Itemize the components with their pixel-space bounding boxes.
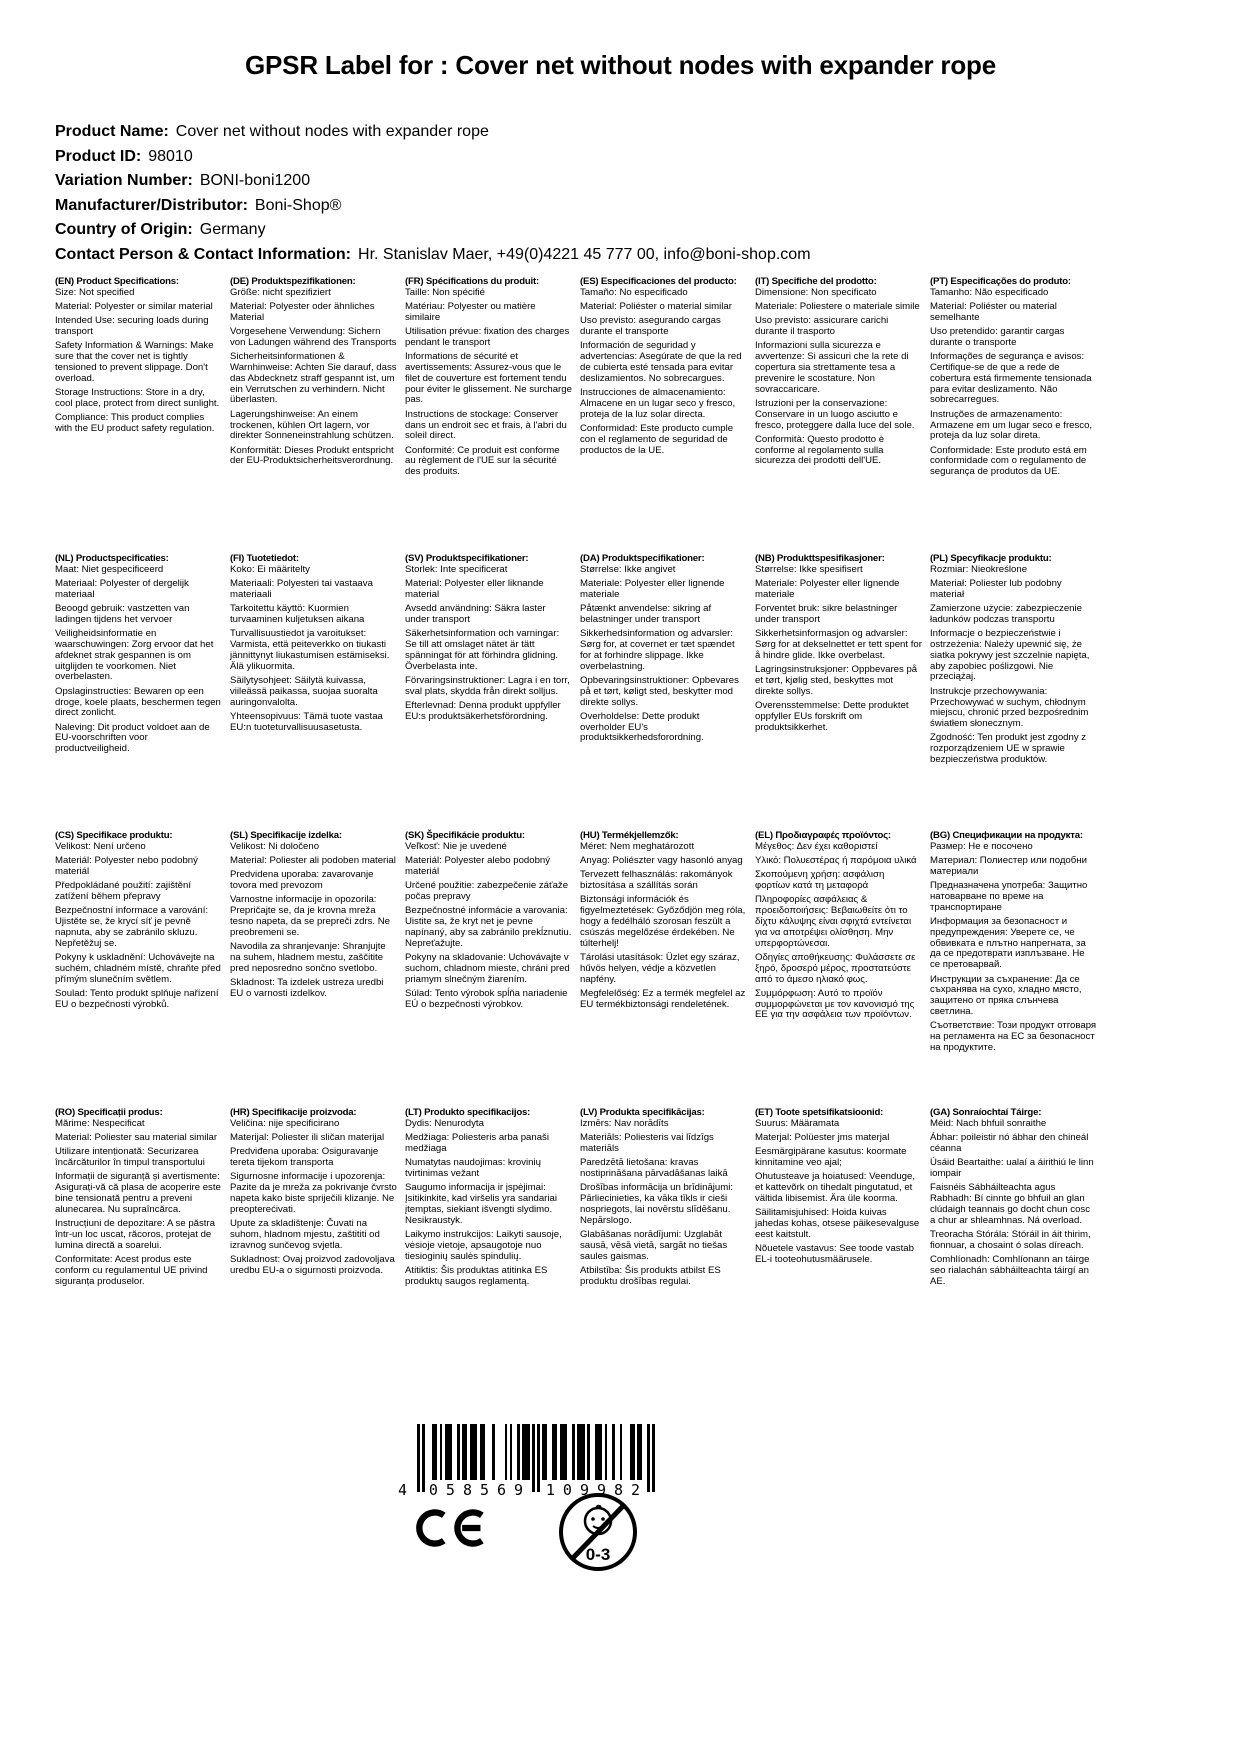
- spec-paragraph: Materiał: Poliester lub podobny materiał: [930, 578, 1062, 600]
- info-field-value: BONI-boni1200: [199, 172, 311, 189]
- spec-paragraph: Konformität: Dieses Produkt entspricht der EU-Produktsicherheitsverordnung.: [230, 444, 394, 467]
- spec-paragraph: Informations de sécurité et avertissements: Assurez-vous que le filet de couverture est fortement tendu pour éviter le glissement. Ne surcharge pas.: [405, 351, 572, 406]
- spec-block-heading: (ET) Toote spetsifikatsioonid:: [755, 1107, 884, 1118]
- spec-paragraph: Megfelelőség: Ez a termék megfelel az EU termékbiztonsági rendeletének.: [580, 987, 746, 1010]
- spec-paragraph: Istruzioni per la conservazione: Conservare in un luogo asciutto e fresco, proteggere dalla luce del sole.: [755, 397, 915, 431]
- spec-paragraph: Materijal: Poliester ili sličan materijal: [230, 1132, 385, 1144]
- spec-grid: [55, 277, 1105, 1385]
- spec-paragraph: Υλικό: Πολυεστέρας ή παρόμοια υλικά: [755, 855, 917, 867]
- spec-paragraph: Instructions de stockage: Conserver dans un endroit sec et frais, à l'abri du soleil direct.: [405, 408, 567, 442]
- spec-paragraph: Размер: Не е посочено: [930, 840, 1033, 852]
- spec-block-heading: (FI) Tuotetiedot:: [230, 553, 299, 564]
- spec-paragraph: Navodila za shranjevanje: Shranjujte na suhem, hladnem mestu, zaščitite pred neposredno sončno svetlobo.: [230, 941, 386, 974]
- spec-paragraph: Súlad: Tento výrobok spĺňa nariadenie EÚ o bezpečnosti výrobkov.: [405, 987, 568, 1010]
- info-field-value: Hr. Stanislav Maer, +49(0)4221 45 777 00, info@boni-shop.com: [358, 245, 811, 263]
- spec-paragraph: Materiale: Poliestere o materiale simile: [755, 301, 920, 313]
- spec-block-es: [580, 277, 747, 554]
- spec-block-pt: [930, 277, 1097, 554]
- spec-paragraph: Atbilstība: Šis produkts atbilst ES produktu drošības regulai.: [580, 1264, 721, 1287]
- spec-paragraph: Instruções de armazenamento: Armazene em um lugar seco e fresco, proteja da luz solar direta.: [930, 408, 1093, 442]
- ce-mark-icon: [412, 1506, 484, 1555]
- spec-block-heading: (FR) Spécifications du produit:: [405, 276, 539, 287]
- spec-paragraph: Maat: Niet gespecificeerd: [55, 563, 164, 575]
- spec-block-heading: (EL) Προδιαγραφές προϊόντος:: [755, 830, 891, 841]
- spec-paragraph: Veličina: nije specificirano: [230, 1117, 340, 1129]
- spec-block-nl: [55, 554, 222, 831]
- spec-paragraph: Dimensione: Non specificato: [755, 286, 877, 298]
- spec-block-heading: (LV) Produkta specifikācijas:: [580, 1107, 705, 1118]
- spec-paragraph: Información de seguridad y advertencias: Asegúrate de que la red de cubierta esté tensada para evitar deslizamientos. No sobrecargues.: [580, 340, 742, 384]
- spec-block-heading: (SK) Špecifikácie produktu:: [405, 830, 525, 841]
- spec-paragraph: Material: Poliester sau material similar: [55, 1132, 218, 1144]
- spec-paragraph: Säkerhetsinformation och varningar: Se till att omslaget nätet är tätt spänningat för att förhindra glidning. Överbelasta inte.: [405, 628, 560, 672]
- spec-paragraph: Conformitate: Acest produs este conform cu regulamentul UE privind siguranța produselor.: [55, 1254, 208, 1287]
- spec-paragraph: Sukladnost: Ovaj proizvod zadovoljava uredbu EU-a o sigurnosti proizvoda.: [230, 1254, 395, 1276]
- spec-paragraph: Förvaringsinstruktioner: Lagra i en torr, sval plats, skydda från direkt solljus.: [405, 674, 570, 697]
- spec-block-bg: [930, 831, 1097, 1108]
- spec-paragraph: Drošības informācija un brīdinājumi: Pārliecinieties, ka vāka tīkls ir cieši nospriegots, lai novērstu slīdēšanu. Nepārslogo.: [580, 1182, 734, 1226]
- spec-paragraph: Sikkerhetsinformasjon og advarsler: Sørg for at dekselnettet er tett spent for å hindre glide. Ikke overbelast.: [755, 628, 922, 661]
- info-field: [55, 120, 811, 145]
- spec-paragraph: Velikost: Ni določeno: [230, 840, 320, 852]
- spec-paragraph: Biztonsági információk és figyelmeztetések: Győződjön meg róla, hogy a fedélháló szorosan feszült a csúszás megelőzése érdekében. Ne túlterhelj!: [580, 894, 746, 949]
- spec-paragraph: Materiaali: Polyesteri tai vastaava materiaali: [230, 578, 373, 600]
- barcode-digits-right-group: 109982: [545, 1481, 649, 1499]
- spec-paragraph: Instrukcje przechowywania: Przechowywać w suchym, chłodnym miejscu, chronić przed bezpośrednim światłem słonecznym.: [930, 685, 1089, 730]
- spec-paragraph: Mărime: Nespecificat: [55, 1117, 145, 1129]
- spec-paragraph: Laikymo instrukcijos: Laikyti sausoje, vėsioje vietoje, apsaugotoje nuo tiesioginių saulės spindulių.: [405, 1228, 562, 1262]
- spec-paragraph: Upute za skladištenje: Čuvati na suhom, hladnom mjestu, zaštititi od izravnog sunčevog svjetla.: [230, 1218, 380, 1251]
- spec-paragraph: Οδηγίες αποθήκευσης: Φυλάσσετε σε ξηρό, δροσερό μέρος, προστατεύστε από το άμεσο ηλιακό φως.: [755, 951, 916, 985]
- spec-block-sv: [405, 554, 572, 831]
- spec-paragraph: Lagringsinstruksjoner: Oppbevares på et tørt, kjølig sted, beskyttes mot direkte sollys.: [755, 664, 918, 697]
- spec-paragraph: Předpokládané použití: zajištění zatížení během přepravy: [55, 880, 191, 902]
- spec-block-heading: (NB) Produkttspesifikasjoner:: [755, 553, 885, 564]
- spec-paragraph: Izmērs: Nav norādīts: [580, 1117, 669, 1129]
- spec-paragraph: Tervezett felhasználás: rakományok biztosítása a szállítás során: [580, 869, 733, 892]
- spec-paragraph: Safety Information & Warnings: Make sure that the cover net is tightly tensioned to prevent slippage. Don't overload.: [55, 340, 214, 384]
- spec-paragraph: Instrucțiuni de depozitare: A se păstra într-un loc uscat, răcoros, protejat de lumina directă a soarelui.: [55, 1218, 215, 1251]
- spec-paragraph: Инструкции за съхранение: Да се съхранява на сухо, хладно място, защитено от пряка слънчева светлина.: [930, 973, 1082, 1017]
- info-field: [55, 169, 811, 194]
- spec-paragraph: Intended Use: securing loads during transport: [55, 315, 209, 338]
- spec-paragraph: Atitiktis: Šis produktas atitinka ES produktų saugos reglamentą.: [405, 1264, 548, 1287]
- spec-paragraph: Informazioni sulla sicurezza e avvertenze: Si assicuri che la rete di copertura sia strettamente tesa a prevenire le scostature. Non sovraccaricare.: [755, 340, 909, 395]
- spec-block-heading: (EN) Product Specifications:: [55, 276, 179, 287]
- spec-paragraph: Predviđena uporaba: Osiguravanje tereta tijekom transporta: [230, 1146, 379, 1169]
- spec-block-hr: [230, 1108, 397, 1385]
- spec-paragraph: Storage Instructions: Store in a dry, cool place, protect from direct sunlight.: [55, 387, 220, 409]
- spec-block-heading: (CS) Specifikace produktu:: [55, 830, 173, 841]
- info-field-label: Country of Origin:: [55, 221, 193, 238]
- spec-paragraph: Soulad: Tento produkt splňuje nařízení EU o bezpečnosti výrobků.: [55, 987, 219, 1010]
- info-field-value: 98010: [148, 147, 193, 165]
- spec-paragraph: Opslaginstructies: Bewaren op een droge, koele plaats, beschermen tegen direct zonlicht.: [55, 685, 221, 719]
- spec-block-heading: (ES) Especificaciones del producto:: [580, 276, 737, 287]
- spec-paragraph: Säilytysohjeet: Säilytä kuivassa, viileässä paikassa, suojaa suoralta auringonvalolta.: [230, 674, 378, 708]
- spec-block-heading: (GA) Sonraíochtaí Táirge:: [930, 1107, 1042, 1118]
- spec-block-et: [755, 1108, 922, 1385]
- barcode-bar: [652, 1424, 655, 1492]
- spec-paragraph: Tamaño: No especificado: [580, 286, 688, 298]
- spec-paragraph: Treoracha Stórála: Stóráil in áit thirim, fionnuar, a chosaint ó solas díreach.: [930, 1228, 1091, 1251]
- spec-paragraph: Storlek: Inte specificerat: [405, 563, 508, 575]
- spec-paragraph: Materjal: Polüester jms materjal: [755, 1132, 890, 1144]
- spec-block-heading: (DA) Produktspecifikationer:: [580, 553, 705, 564]
- age-warning-0-3-icon: [556, 1488, 640, 1581]
- age-warning-label: 0-3: [585, 1545, 611, 1564]
- spec-paragraph: Vorgesehene Verwendung: Sichern von Ladungen während des Transports: [230, 326, 397, 348]
- spec-block-de: [230, 277, 397, 554]
- spec-block-it: [755, 277, 922, 554]
- spec-paragraph: Pokyny k uskladnění: Uchovávejte na suchém, chladném místě, chraňte před přímým slunečním světlem.: [55, 951, 221, 985]
- spec-paragraph: Informações de segurança e avisos: Certifique-se de que a rede de cobertura está firmemente tensionada para evitar deslizamento. Não sobrecarregues.: [930, 351, 1092, 406]
- info-field-label: Contact Person & Contact Information:: [55, 245, 352, 263]
- spec-paragraph: Saugumo informacija ir įspėjimai: Įsitikinkite, kad viršelis yra sandariai įtemptas, siekiant išvengti slydimo. Nesikraustyk.: [405, 1182, 557, 1226]
- spec-paragraph: Veľkosť: Nie je uvedené: [405, 840, 507, 852]
- spec-paragraph: Medžiaga: Poliesteris arba panaši medžiaga: [405, 1132, 549, 1154]
- spec-paragraph: Materiale: Polyester eller lignende materiale: [580, 578, 725, 600]
- spec-paragraph: Veiligheidsinformatie en waarschuwingen: Zorg ervoor dat het afdeknet strak gespannen is om uitglijden te voorkomen. Niet overbelasten.: [55, 628, 214, 683]
- spec-paragraph: Skladnost: Ta izdelek ustreza uredbi EU o varnosti izdelkov.: [230, 977, 384, 999]
- spec-block-cs: [55, 831, 222, 1108]
- spec-paragraph: Material: Polyester oder ähnliches Material: [230, 301, 375, 323]
- spec-block-sl: [230, 831, 397, 1108]
- spec-block-lt: [405, 1108, 572, 1385]
- spec-paragraph: Materiale: Polyester eller lignende materiale: [755, 578, 900, 600]
- spec-paragraph: Uso previsto: asegurando cargas durante el transporte: [580, 315, 721, 338]
- spec-block-da: [580, 554, 747, 831]
- spec-paragraph: Efterlevnad: Denna produkt uppfyller EU:s produktsäkerhetsförordning.: [405, 700, 561, 722]
- spec-paragraph: Materiál: Polyester alebo podobný materiál: [405, 855, 551, 877]
- info-field: [55, 145, 811, 170]
- spec-block-nb: [755, 554, 922, 831]
- spec-paragraph: Säilitamisjuhised: Hoida kuivas jahedas kohas, otsese päikesevalguse eest kaitstult.: [755, 1207, 920, 1240]
- spec-paragraph: Conformité: Ce produit est conforme au règlement de l'UE sur la sécurité des produits.: [405, 444, 560, 478]
- info-field-value: Boni-Shop®: [254, 196, 342, 214]
- spec-paragraph: Utilisation prévue: fixation des charges pendant le transport: [405, 326, 570, 348]
- spec-paragraph: Taille: Non spécifié: [405, 286, 485, 298]
- spec-block-heading: (LT) Produkto specifikacijos:: [405, 1107, 531, 1118]
- spec-paragraph: Uso pretendido: garantir cargas durante o transporte: [930, 326, 1065, 348]
- spec-paragraph: Méid: Nach bhfuil sonraithe: [930, 1117, 1047, 1129]
- spec-paragraph: Informații de siguranță și avertismente: Asigurați-vă că plasa de acoperire este bine tensionată pentru a preveni alunecarea. Nu supraîncărca.: [55, 1171, 221, 1215]
- spec-paragraph: Compliance: This product complies with the EU product safety regulation.: [55, 412, 215, 435]
- info-field-label: Variation Number:: [55, 172, 193, 189]
- spec-block-ga: [930, 1108, 1097, 1385]
- barcode-digits-left-group: 058569: [428, 1481, 532, 1499]
- spec-paragraph: Yhteensopivuus: Tämä tuote vastaa EU:n tuoteturvallisuusasetusta.: [230, 710, 383, 733]
- spec-block-heading: (RO) Specificații produs:: [55, 1107, 163, 1118]
- spec-paragraph: Forventet bruk: sikre belastninger under transport: [755, 603, 898, 625]
- spec-block-heading: (PL) Specyfikacje produktu:: [930, 553, 1052, 564]
- spec-block-fi: [230, 554, 397, 831]
- spec-paragraph: Tamanho: Não especificado: [930, 286, 1049, 298]
- spec-paragraph: Numatytas naudojimas: krovinių tvirtinimas vežant: [405, 1157, 541, 1179]
- spec-paragraph: Velikost: Není určeno: [55, 840, 146, 852]
- spec-paragraph: Overensstemmelse: Dette produktet oppfyller EUs forskrift om produktsikkerhet.: [755, 700, 909, 733]
- product-info: [55, 120, 811, 267]
- spec-paragraph: Glabāšanas norādījumi: Uzglabāt sausā, vēsā vietā, sargāt no tiešas saules gaismas.: [580, 1228, 728, 1262]
- spec-paragraph: Material: Polyester eller liknande material: [405, 578, 544, 600]
- spec-paragraph: Faisnéis Sábháilteachta agus Rabhadh: Bí cinnte go bhfuil an glan clúdaigh teannais go docht chun cosc a chur ar shleamhnas. Ná overload.: [930, 1182, 1091, 1226]
- spec-paragraph: Materiaal: Polyester of dergelijk materiaal: [55, 578, 189, 600]
- info-field: [55, 243, 811, 268]
- spec-paragraph: Nõuetele vastavus: See toode vastab EL-i tooteohutusmäärusele.: [755, 1243, 914, 1266]
- spec-paragraph: Informacje o bezpieczeństwie i ostrzeżenia: Należy upewnić się, że siatka pokrywy jest szczelnie napięta, aby zapobiec poślizgowi. Nie przeciążaj.: [930, 628, 1090, 683]
- spec-paragraph: Conformidad: Este producto cumple con el reglamento de seguridad de productos de la UE.: [580, 423, 734, 456]
- spec-paragraph: Utilizare intenționată: Securizarea încărcăturilor în timpul transportului: [55, 1146, 205, 1169]
- spec-block-hu: [580, 831, 747, 1108]
- spec-block-lv: [580, 1108, 747, 1385]
- info-field-label: Product Name:: [55, 123, 169, 140]
- spec-paragraph: Material: Poliéster ou material semelhante: [930, 301, 1057, 323]
- spec-paragraph: Sikkerhedsinformation og advarsler: Sørg for, at covernet er tæt spændet for at forhindre slippage. Ikke overbelastning.: [580, 628, 735, 672]
- spec-paragraph: Bezpečnostní informace a varování: Ujistěte se, že krycí síť je pevně napnuta, aby se zabránilo skluzu. Nepřetěžuj se.: [55, 905, 209, 949]
- spec-block-heading: (SL) Specifikacije izdelka:: [230, 830, 342, 841]
- info-field-value: Cover net without nodes with expander rope: [175, 123, 489, 140]
- spec-paragraph: Rozmiar: Nieokreślone: [930, 563, 1028, 575]
- spec-paragraph: Материал: Полиестер или подобни материали: [930, 855, 1087, 877]
- spec-paragraph: Predvidena uporaba: zavarovanje tovora med prevozom: [230, 869, 374, 892]
- spec-paragraph: Conformidade: Este produto está em conformidade com o regulamento de segurança de produtos da UE.: [930, 444, 1087, 478]
- spec-paragraph: Съответствие: Този продукт отговаря на регламента на ЕС за безопасност на продуктите.: [930, 1020, 1097, 1053]
- spec-paragraph: Sigurnosne informacije i upozorenja: Pazite da je mreža za pokrivanje čvrsto napeta kako biste spriječili klizanje. Ne preopterećivati.: [230, 1171, 397, 1215]
- spec-paragraph: Overholdelse: Dette produkt overholder EU's produktsikkerhedsforordning.: [580, 710, 704, 744]
- spec-paragraph: Anyag: Poliészter vagy hasonló anyag: [580, 855, 743, 867]
- spec-paragraph: Varnostne informacije in opozorila: Prepričajte se, da je krovna mreža tesno napeta, da se prepreči zdrs. Ne preobremeni se.: [230, 894, 390, 938]
- spec-paragraph: Beoogd gebruik: vastzetten van ladingen tijdens het vervoer: [55, 603, 190, 625]
- spec-paragraph: Úsáid Beartaithe: ualaí a áirithiú le linn iompair: [930, 1157, 1094, 1179]
- spec-block-sk: [405, 831, 572, 1108]
- spec-paragraph: Zgodność: Ten produkt jest zgodny z rozporządzeniem UE w sprawie bezpieczeństwa produktów.: [930, 732, 1087, 766]
- spec-paragraph: Turvallisuustiedot ja varoitukset: Varmista, että peiteverkko on tiukasti jännittynyt liukastumisen estämiseksi. Älä ylikuormita.: [230, 628, 390, 672]
- spec-paragraph: Size: Not specified: [55, 286, 135, 298]
- spec-paragraph: Eesmärgipärane kasutus: koormate kinnitamine veo ajal;: [755, 1146, 907, 1169]
- spec-paragraph: Opbevaringsinstruktioner: Opbevares på et tørt, køligt sted, beskytter mod direkte sollys.: [580, 674, 739, 708]
- spec-paragraph: Σκοπούμενη χρήση: ασφάλιση φορτίων κατά τη μεταφορά: [755, 869, 885, 892]
- spec-paragraph: Информация за безопасност и предупреждения: Уверете се, че обвивката е плътно напрегната, за да се предотврати изплъзване. Не се претоварвай.: [930, 916, 1086, 971]
- spec-paragraph: Material: Poliester ali podoben material: [230, 855, 396, 867]
- spec-block-heading: (NL) Productspecificaties:: [55, 553, 169, 564]
- spec-paragraph: Méret: Nem meghatározott: [580, 840, 695, 852]
- spec-paragraph: Material: Polyester or similar material: [55, 301, 213, 313]
- spec-paragraph: Naleving: Dit product voldoet aan de EU-voorschriften voor productveiligheid.: [55, 721, 210, 755]
- spec-paragraph: Koko: Ei määritelty: [230, 563, 310, 575]
- spec-paragraph: Πληροφορίες ασφάλειας & προειδοποιήσεις: Βεβαιωθείτε ότι το δίχτυ κάλυψης είναι σφιχτά εντείνεται για να αποτρέψει ολίσθηση. Μην υπερφορτώνεσαι.: [755, 894, 912, 949]
- spec-paragraph: Предназначена употреба: Защитно натоварване по време на транспортиране: [930, 880, 1088, 913]
- info-field-label: Product ID:: [55, 147, 142, 165]
- spec-paragraph: Lagerungshinweise: An einem trockenen, kühlen Ort lagern, vor direkter Sonneneinstrahlung schützen.: [230, 408, 394, 442]
- info-field: [55, 218, 811, 243]
- spec-block-heading: (HU) Termékjellemzők:: [580, 830, 679, 841]
- spec-paragraph: Materiál: Polyester nebo podobný materiál: [55, 855, 198, 877]
- spec-block-heading: (BG) Спецификации на продукта:: [930, 830, 1083, 841]
- spec-block-fr: [405, 277, 572, 554]
- spec-paragraph: Určené použitie: zabezpečenie záťaže počas prepravy: [405, 880, 569, 902]
- spec-block-pl: [930, 554, 1097, 831]
- spec-paragraph: Ábhar: poileistir nó ábhar den chineál céanna: [930, 1132, 1089, 1154]
- spec-paragraph: Matériau: Polyester ou matière similaire: [405, 301, 536, 323]
- spec-block-heading: (DE) Produktspezifikationen:: [230, 276, 356, 287]
- spec-paragraph: Instrucciones de almacenamiento: Almacene en un lugar seco y fresco, proteja de la luz solar directa.: [580, 387, 736, 420]
- spec-paragraph: Μέγεθος: Δεν έχει καθοριστεί: [755, 840, 878, 852]
- spec-paragraph: Uso previsto: assicurare carichi durante il trasporto: [755, 315, 889, 338]
- spec-block-en: [55, 277, 222, 554]
- spec-paragraph: Tarkoitettu käyttö: Kuormien turvaaminen kuljetuksen aikana: [230, 603, 365, 625]
- spec-block-heading: (IT) Specifiche del prodotto:: [755, 276, 877, 287]
- spec-block-heading: (SV) Produktspecifikationer:: [405, 553, 529, 564]
- page-title: GPSR Label for : Cover net without nodes with expander rope: [245, 50, 996, 80]
- spec-paragraph: Zamierzone użycie: zabezpieczenie ładunków podczas transportu: [930, 603, 1082, 625]
- spec-paragraph: Bezpečnostné informácie a varovania: Uistite sa, že kryt net je pevne napínaný, aby sa zabránilo prekĺznutiu. Nepreťažujte.: [405, 905, 572, 949]
- spec-paragraph: Conformità: Questo prodotto è conforme al regolamento sulla sicurezza dei prodotti dell'UE.: [755, 433, 885, 467]
- spec-paragraph: Størrelse: Ikke spesifisert: [755, 563, 863, 575]
- info-field-label: Manufacturer/Distributor:: [55, 196, 248, 214]
- spec-paragraph: Størrelse: Ikke angivet: [580, 563, 676, 575]
- spec-paragraph: Größe: nicht spezifiziert: [230, 286, 331, 298]
- spec-paragraph: Sicherheitsinformationen & Warnhinweise: Achten Sie darauf, dass das Abdecknetz straff gespannt ist, um ein Verrutschen zu verhindern. Nicht überlasten.: [230, 351, 397, 406]
- spec-paragraph: Påtænkt anvendelse: sikring af belastninger under transport: [580, 603, 712, 625]
- spec-paragraph: Dydis: Nenurodyta: [405, 1117, 484, 1129]
- barcode-digit-first: 4: [398, 1481, 408, 1499]
- spec-paragraph: Materiāls: Poliesteris vai līdzīgs materiāls: [580, 1132, 714, 1154]
- spec-block-heading: (HR) Specifikacije proizvoda:: [230, 1107, 357, 1118]
- info-field-value: Germany: [199, 221, 266, 238]
- info-field: [55, 194, 811, 219]
- spec-paragraph: Avsedd användning: Säkra laster under transport: [405, 603, 546, 625]
- spec-block-heading: (PT) Especificações do produto:: [930, 276, 1071, 287]
- spec-block-ro: [55, 1108, 222, 1385]
- spec-paragraph: Tárolási utasítások: Üzlet egy száraz, hűvös helyen, védje a közvetlen napfény.: [580, 951, 740, 985]
- spec-paragraph: Material: Poliéster o material similar: [580, 301, 732, 313]
- spec-paragraph: Pokyny na skladovanie: Uchovávajte v suchom, chladnom mieste, chráni pred priamym slnečným žiarením.: [405, 951, 570, 985]
- spec-block-el: [755, 831, 922, 1108]
- spec-paragraph: Ohutusteave ja hoiatused: Veenduge, et kattevõrk on tihedalt pingutatud, et vältida libisemist. Ära üle koorma.: [755, 1171, 916, 1205]
- spec-paragraph: Συμμόρφωση: Αυτό το προϊόν συμμορφώνεται με τον κανονισμό της ΕΕ για την ασφάλεια των προϊόντων.: [755, 987, 915, 1021]
- spec-paragraph: Paredzētā lietošana: kravas nostiprināšana pārvadāšanas laikā: [580, 1157, 728, 1179]
- spec-paragraph: Comhlíonadh: Comhlíonann an táirge seo rialachán sábháilteachta táirgí an AE.: [930, 1254, 1090, 1287]
- spec-paragraph: Suurus: Määramata: [755, 1117, 840, 1129]
